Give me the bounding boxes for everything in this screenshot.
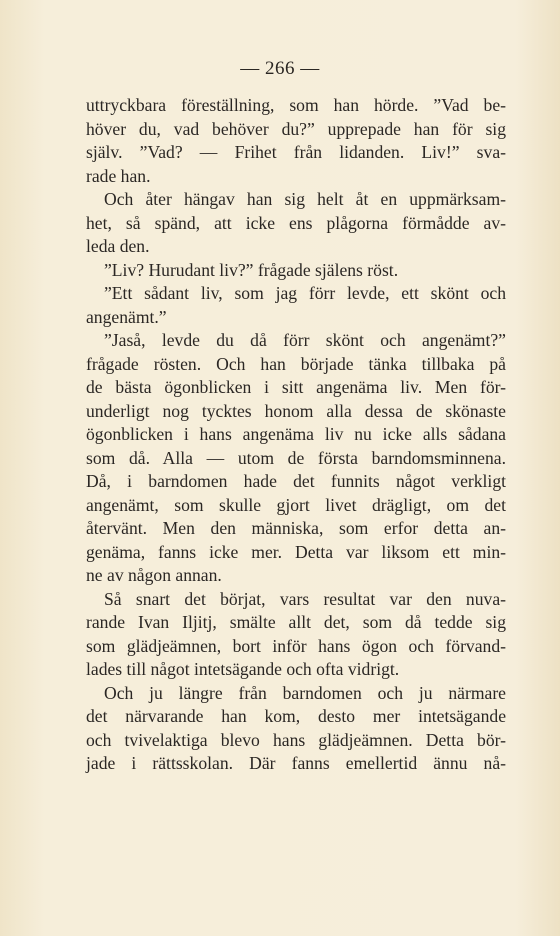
text-line: själv. ”Vad? — Frihet från lidanden. Liv!” sva- <box>86 142 506 162</box>
text-line: Så snart det börjat, vars resultat var den nuva- <box>104 588 506 609</box>
text-line: jade i rättsskolan. Där fanns emellertid ännu nå- <box>86 753 506 773</box>
text-line: het, så spänd, att icke ens plågorna förmådde av- <box>86 212 506 233</box>
text-line: rande Ivan Iljitj, smälte allt det, som då tedde sig <box>86 612 506 632</box>
text-line: leda den. <box>86 236 150 256</box>
text-line: Och åter hängav han sig helt åt en uppmärksam- <box>104 189 506 209</box>
text-line: genäma, fanns icke mer. Detta var liksom ett min- <box>86 541 506 562</box>
text-line: rade han. <box>86 165 151 186</box>
text-line: de bästa ögonblicken i sitt angenäma liv. Men för- <box>86 377 506 397</box>
text-line: återvänt. Men den människa, som erfor detta an- <box>86 518 506 538</box>
text-line: angenämt, som skulle gjort livet drägligt, om det <box>86 494 506 515</box>
text-line: det närvarande han kom, desto mer intetsägande <box>86 706 506 726</box>
text-line: som då. Alla — utom de första barndomsminnena. <box>86 447 506 468</box>
text-line: ”Ett sådant liv, som jag förr levde, ett skönt och <box>104 283 506 303</box>
text-line: och tvivelaktiga blevo hans glädjeämnen. Detta bör- <box>86 729 506 750</box>
text-line: lades till något intetsägande och ofta vidrigt. <box>86 659 400 679</box>
text-line: Då, i barndomen hade det funnits något verkligt <box>86 471 506 491</box>
text-line: ögonblicken i hans angenäma liv nu icke alls sådana <box>86 424 506 444</box>
text-line: uttryckbara föreställning, som han hörde. ”Vad be- <box>86 95 506 115</box>
page-number: — 266 — <box>240 58 320 79</box>
text-line: angenämt.” <box>86 306 167 327</box>
body-text <box>86 94 506 776</box>
text-line: höver du, vad behöver du?” upprepade han för sig <box>86 118 506 139</box>
text-line: ”Liv? Hurudant liv?” frågade själens röst. <box>104 259 399 280</box>
text-line: frågade rösten. Och han började tänka tillbaka på <box>86 353 506 374</box>
text-line: Och ju längre från barndomen och ju närmare <box>104 682 506 703</box>
text-line: underligt nog tycktes honom alla dessa de skönaste <box>86 400 506 421</box>
text-line: ”Jaså, levde du då förr skönt och angenämt?” <box>104 330 506 350</box>
text-line: ne av någon annan. <box>86 565 222 585</box>
text-line: som glädjeämnen, bort inför hans ögon och förvand- <box>86 635 506 656</box>
